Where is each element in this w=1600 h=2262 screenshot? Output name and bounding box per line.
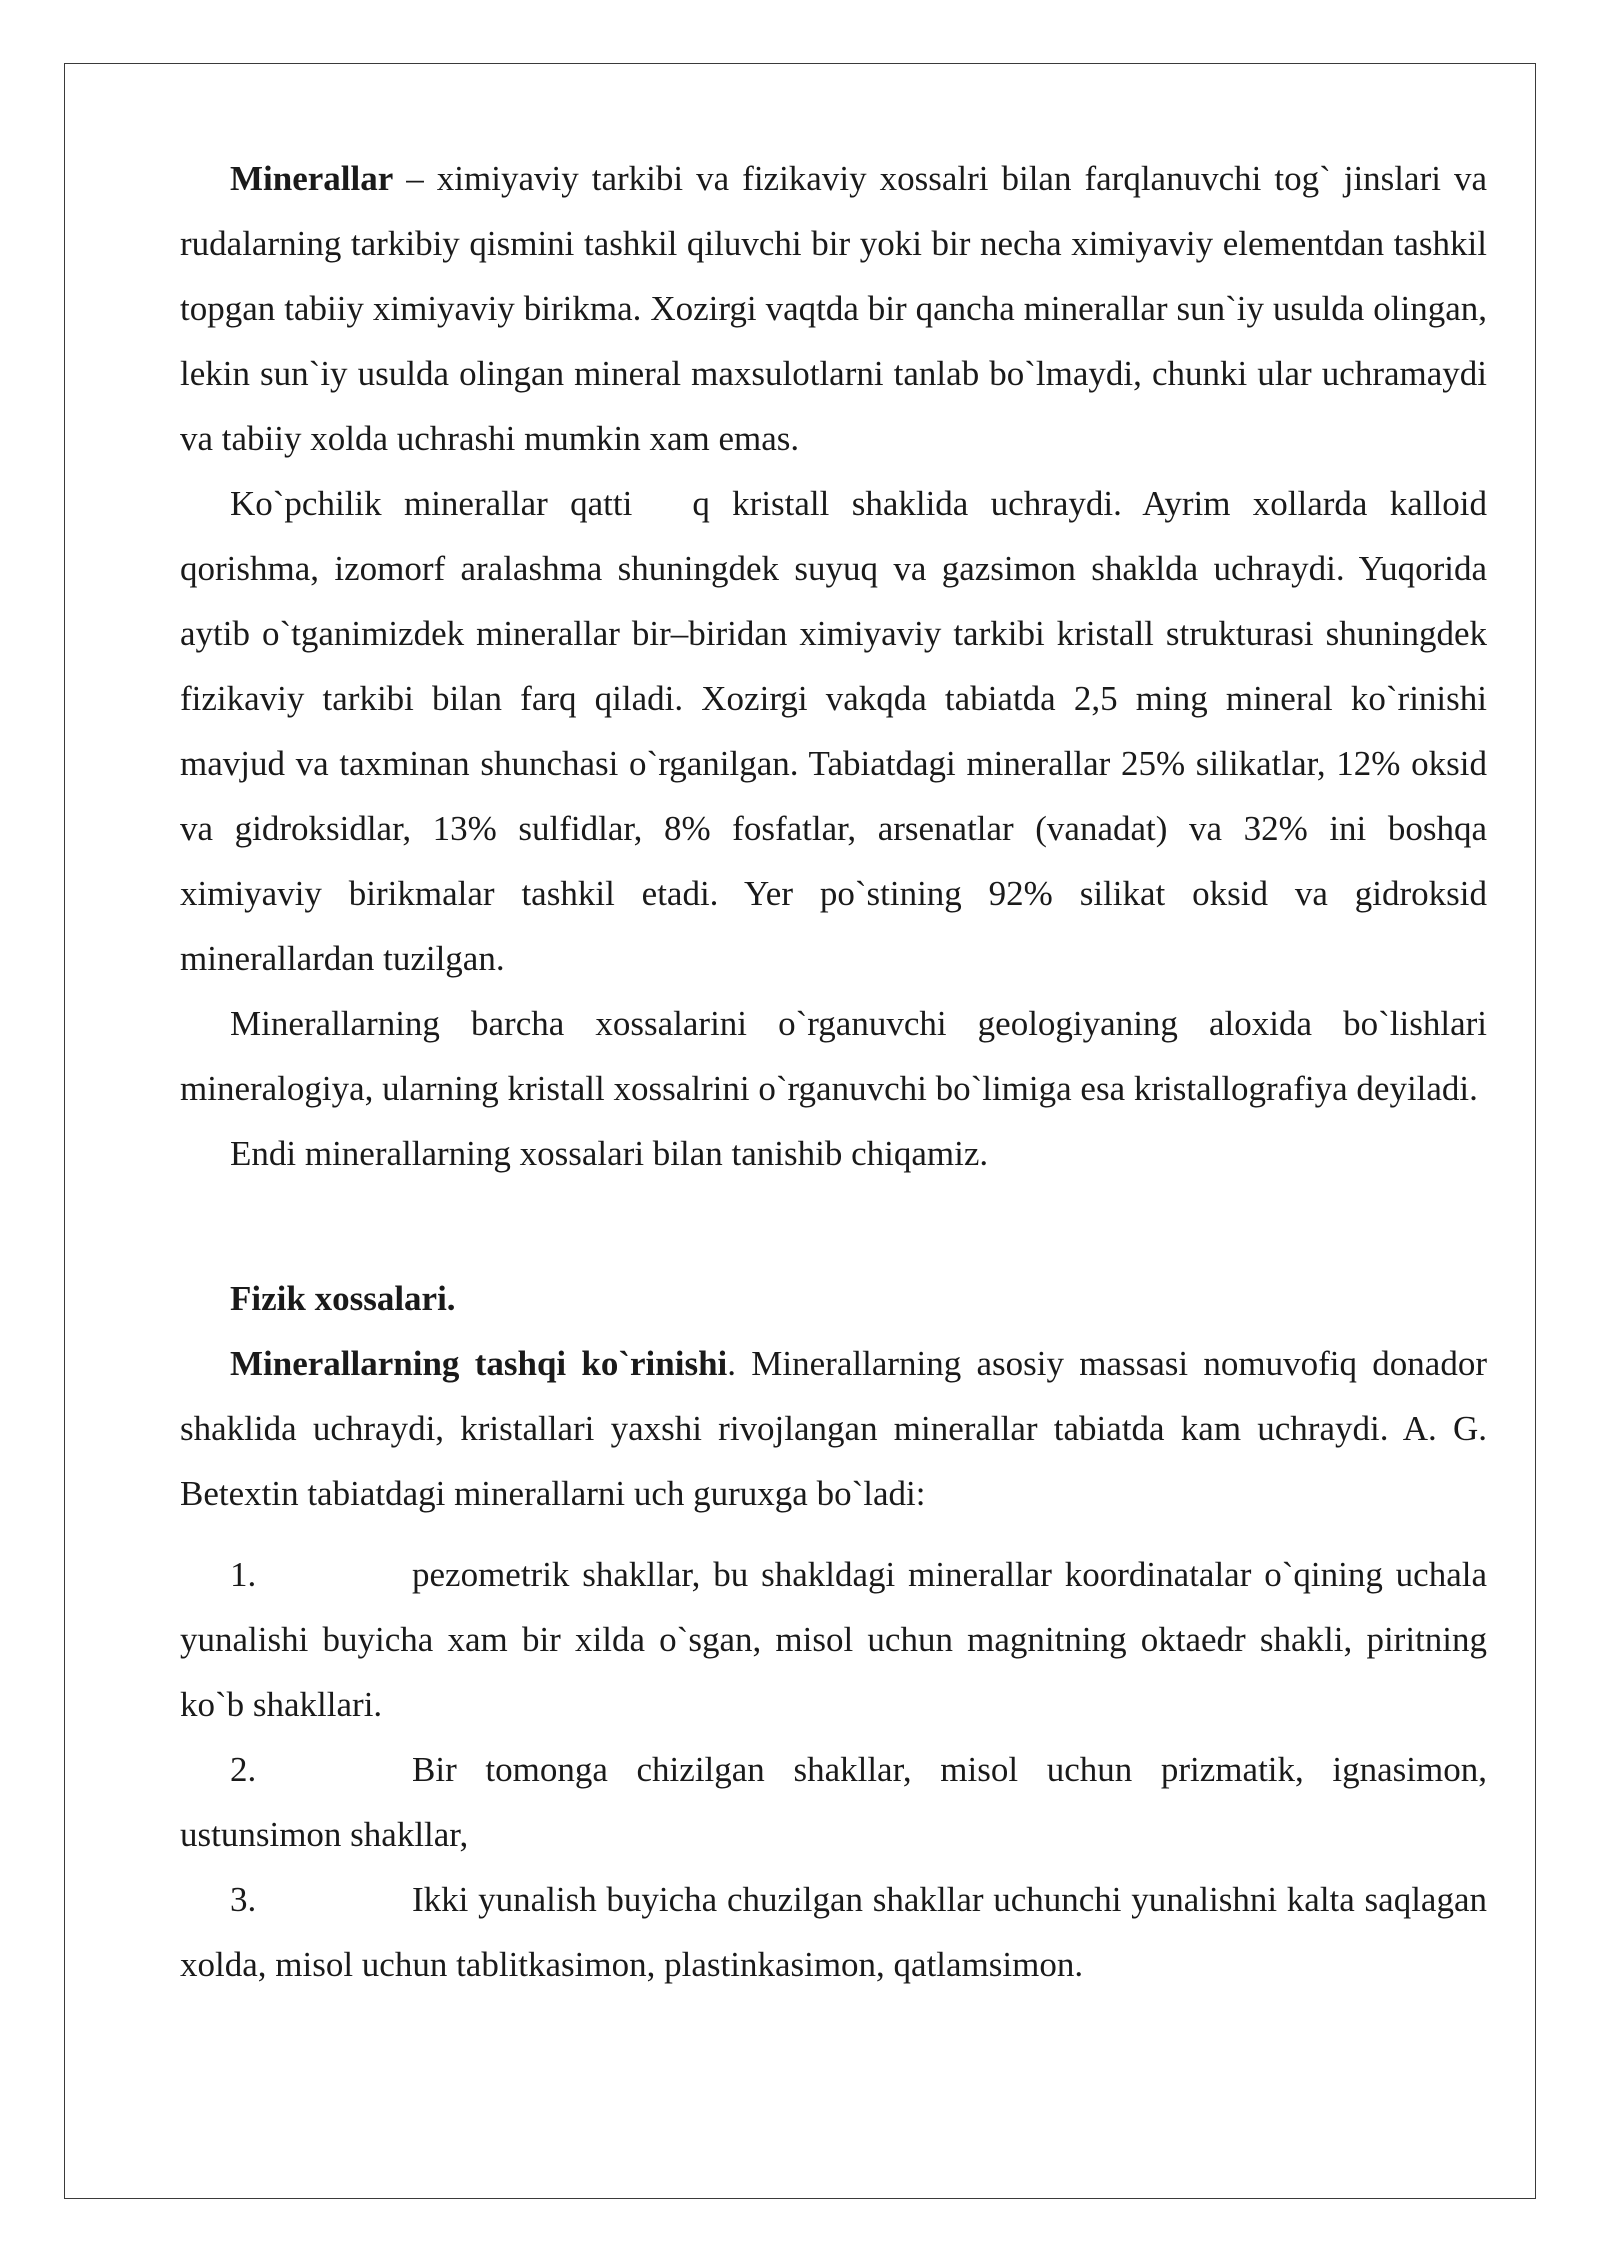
term-appearance: Minerallarning tashqi ko`rinishi	[230, 1344, 728, 1383]
list-number: 2.	[230, 1750, 257, 1789]
list-item	[180, 1737, 1487, 1867]
paragraph-appearance-text: . Minerallarning asosiy massasi nomuvofiq donador shaklida uchraydi, kristallari yaxshi rivojlangan minerallar tabiatda kam uchraydi. A. G. Betextin tabiatdagi minerallarni uch guruxga bo`ladi:	[180, 1344, 1487, 1513]
paragraph-crystal-forms	[180, 471, 1487, 991]
term-minerallar: Minerallar	[230, 159, 394, 198]
paragraph-crystal-forms-part2: q kristall shaklida uchraydi. Ayrim xollarda kalloid qorishma, izomorf aralashma shuningdek suyuq va gazsimon shaklda uchraydi. Yuqorida aytib o`tganimizdek minerallar bir–biridan ximiyaviy tarkibi kristall strukturasi shuningdek fizikaviy tarkibi bilan farq qiladi. Xozirgi vakqda tabiatda 2,5 ming mineral ko`rinishi mavjud va taxminan shunchasi o`rganilgan. Tabiatdagi minerallar 25% silikatlar, 12% oksid va gidroksidlar, 13% sulfidlar, 8% fosfatlar, arsenatlar (vanadat) va 32% ini boshqa ximiyaviy birikmalar tashkil etadi. Yer po`stining 92% silikat oksid va gidroksid minerallardan tuzilgan.	[180, 484, 1487, 978]
document-body	[180, 146, 1487, 1997]
blank-line	[180, 1186, 1487, 1266]
section-heading: Fizik xossalari.	[230, 1279, 456, 1318]
list-item-text: Bir tomonga chizilgan shakllar, misol uchun prizmatik, ignasimon, ustunsimon shakllar,	[180, 1750, 1487, 1854]
paragraph-intro-properties: Endi minerallarning xossalari bilan tanishib chiqamiz.	[230, 1134, 989, 1173]
paragraph-definition-text: – ximiyaviy tarkibi va fizikaviy xossalri bilan farqlanuvchi tog` jinslari va rudalarning tarkibiy qismini tashkil qiluvchi bir yoki bir necha ximiyaviy elementdan tashkil topgan tabiiy ximiyaviy birikma. Xozirgi vaqtda bir qancha minerallar sun`iy usulda olingan, lekin sun`iy usulda olingan mineral maxsulotlarni tanlab bo`lmaydi, chunki ular uchramaydi va tabiiy xolda uchrashi mumkin xam emas.	[180, 159, 1487, 458]
list-item-text: pezometrik shakllar, bu shakldagi minerallar koordinatalar o`qining uchala yunalishi buyicha xam bir xilda o`sgan, misol uchun magnitning oktaedr shakli, piritning ko`b shakllari.	[180, 1555, 1487, 1724]
list-item-text: Ikki yunalish buyicha chuzilgan shakllar uchunchi yunalishni kalta saqlagan xolda, misol uchun tablitkasimon, plastinkasimon, qatlamsimon.	[180, 1880, 1487, 1984]
list-number: 1.	[230, 1555, 257, 1594]
paragraph-crystal-forms-part1: Ko`pchilik minerallar qatti	[230, 484, 633, 523]
list-item	[180, 1542, 1487, 1737]
paragraph-appearance	[180, 1331, 1487, 1526]
paragraph-definition	[180, 146, 1487, 471]
list-number: 3.	[230, 1880, 257, 1919]
list-item	[180, 1867, 1487, 1997]
paragraph-mineralogy: Minerallarning barcha xossalarini o`rganuvchi geologiyaning aloxida bo`lishlari mineralogiya, ularning kristall xossalrini o`rganuvchi bo`limiga esa kristallografiya deyiladi.	[180, 1004, 1487, 1108]
